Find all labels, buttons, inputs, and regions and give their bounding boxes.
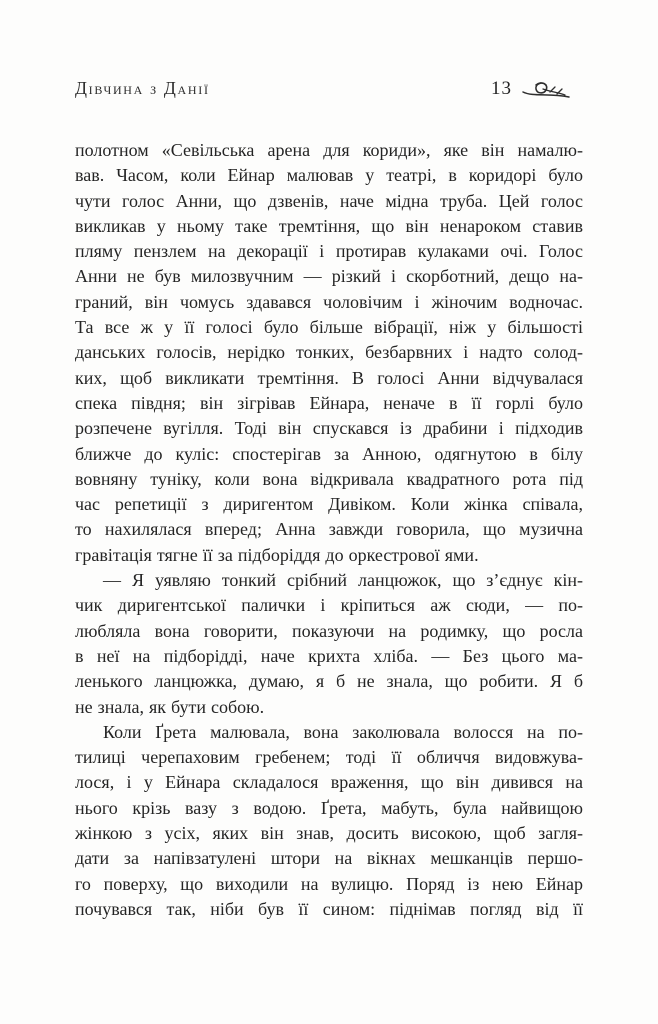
text-line: дати за напівзатулені штори на вікнах мешканців першо- <box>75 848 583 869</box>
text-line: жінкою з усіх, яких він знав, досить високою, щоб загля- <box>75 823 583 844</box>
text-line: чути голос Анни, що дзвенів, наче мідна труба. Цей голос <box>75 190 583 211</box>
text-line: данських голосів, нерідко тонких, безбарвних і надто солод- <box>75 342 583 363</box>
text-line: час репетиції з диригентом Дивіком. Коли жінка співала, <box>75 494 583 515</box>
text-line: полотном «Севільська арена для кориди», яке він намалю- <box>75 140 583 160</box>
running-title: Дівчина з Данії <box>75 77 210 98</box>
text-line: то нахилялася вперед; Анна завжди говорила, що музична <box>75 519 583 540</box>
page-number: 13 <box>491 77 512 99</box>
text-line: пляму пензлем на декорації і протирав кулаками очі. Голос <box>75 241 583 262</box>
text-line: почувався так, ніби був її сином: піднімав погляд від її <box>75 898 583 919</box>
text-line: ких, щоб викликати тремтіння. В голосі Анни відчувалася <box>75 367 583 388</box>
text-line: вовняну туніку, коли вона відкривала квадратного рота під <box>75 468 583 489</box>
text-line: вав. Часом, коли Ейнар малював у театрі, в коридорі було <box>75 165 583 186</box>
text-line: чик диригентської палички і кріпиться аж сюди, — по- <box>75 595 583 616</box>
text-line: в неї на підборідді, наче крихта хліба. — Без цього ма- <box>75 645 583 666</box>
text-line: ленького ланцюжка, думаю, я б не знала, що робити. Я б <box>75 671 583 692</box>
text-line: ближче до куліс: спостерігав за Анною, одягнутою в білу <box>75 443 583 464</box>
text-line: розпечене вугілля. Тоді він спускався із драбини і підходив <box>75 418 583 439</box>
flourish-ornament-icon <box>519 76 571 107</box>
text-line: викликав у ньому таке тремтіння, що він ненароком ставив <box>75 215 583 236</box>
text-line: го поверху, що виходили на вулицю. Поряд із нею Ейнар <box>75 873 583 894</box>
text-line: граний, він чомусь здавався чоловічим і жіночим водночас. <box>75 291 583 312</box>
text-line: не знала, як бути собою. <box>75 696 265 717</box>
text-line: — Я уявляю тонкий срібний ланцюжок, що з’єднує кін- <box>103 570 583 591</box>
paragraph <box>75 568 583 720</box>
text-line: тилиці черепаховим гребенем; тоді її обличчя видовжува- <box>75 747 583 768</box>
text-line: Та все ж у її голосі було більше вібрації, ніж у більшості <box>75 317 583 338</box>
text-line: спека півдня; він зігрівав Ейнара, неначе в її горлі було <box>75 392 583 413</box>
paragraph <box>75 138 583 568</box>
text-line: Анни не був милозвучним — різкий і скорботний, дещо на- <box>75 266 583 287</box>
text-line: любляла вона говорити, показуючи на родимку, що росла <box>75 620 583 641</box>
text-line: Коли Ґрета малювала, вона заколювала волосся на по- <box>103 721 583 742</box>
page-header <box>75 73 583 104</box>
text-line: нього крізь вазу з водою. Ґрета, мабуть, була найвищою <box>75 797 583 818</box>
text-line: лося, і у Ейнара складалося враження, що він дивився на <box>75 772 583 793</box>
paragraph <box>75 720 583 922</box>
text-line: гравітація тягне її за підборіддя до оркестрової ями. <box>75 544 479 565</box>
page-number-group <box>491 73 583 104</box>
page-body <box>75 138 583 922</box>
